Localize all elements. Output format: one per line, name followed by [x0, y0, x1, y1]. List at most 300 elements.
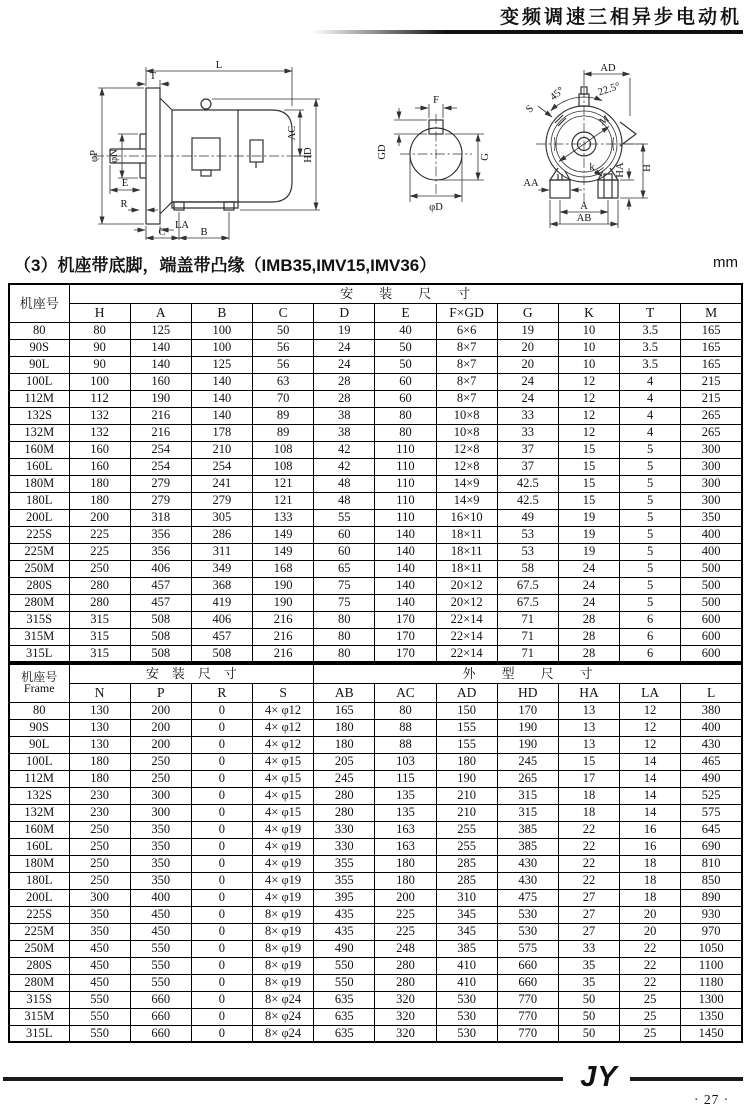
value-cell: 42	[314, 458, 375, 475]
value-cell: 50	[375, 339, 436, 356]
value-cell: 8× φ19	[253, 923, 314, 940]
table-row	[9, 322, 742, 339]
value-cell: 20	[620, 906, 681, 923]
value-cell: 18	[620, 889, 681, 906]
value-cell: 4× φ19	[253, 821, 314, 838]
value-cell: 508	[130, 645, 191, 662]
value-cell: 56	[253, 356, 314, 373]
value-cell: 40	[375, 322, 436, 339]
value-cell: 55	[314, 509, 375, 526]
value-cell: 1350	[681, 1008, 742, 1025]
dim-label-A: A	[580, 201, 588, 212]
value-cell: 300	[681, 441, 742, 458]
table-row	[9, 611, 742, 628]
value-cell: 4× φ12	[253, 702, 314, 719]
value-cell: 37	[497, 458, 558, 475]
value-cell: 349	[191, 560, 252, 577]
value-cell: 180	[69, 770, 130, 787]
table-row	[9, 753, 742, 770]
value-cell: 130	[69, 702, 130, 719]
value-cell: 660	[130, 1025, 191, 1042]
column-header: E	[375, 303, 436, 322]
frame-cell: 225S	[9, 906, 69, 923]
column-header: L	[681, 683, 742, 702]
value-cell: 18×11	[436, 526, 497, 543]
value-cell: 38	[314, 424, 375, 441]
dim-label-L: L	[215, 60, 223, 71]
value-cell: 0	[191, 838, 252, 855]
table-row	[9, 458, 742, 475]
page-number: · 27 ·	[694, 1092, 730, 1107]
value-cell: 163	[375, 838, 436, 855]
frame-cell: 315S	[9, 991, 69, 1008]
value-cell: 285	[436, 872, 497, 889]
table-row	[9, 441, 742, 458]
value-cell: 132	[69, 407, 130, 424]
table-row	[9, 543, 742, 560]
value-cell: 600	[681, 611, 742, 628]
value-cell: 67.5	[497, 594, 558, 611]
column-header: D	[314, 303, 375, 322]
value-cell: 368	[191, 577, 252, 594]
value-cell: 12	[558, 407, 619, 424]
table-row	[9, 736, 742, 753]
table-row	[9, 804, 742, 821]
value-cell: 27	[558, 923, 619, 940]
value-cell: 355	[314, 872, 375, 889]
dim-label-LA: LA	[175, 220, 189, 231]
value-cell: 24	[314, 356, 375, 373]
value-cell: 15	[558, 475, 619, 492]
value-cell: 450	[130, 906, 191, 923]
table-row	[9, 526, 742, 543]
value-cell: 530	[436, 1008, 497, 1025]
column-header: HD	[497, 683, 558, 702]
value-cell: 28	[314, 390, 375, 407]
value-cell: 250	[69, 821, 130, 838]
value-cell: 810	[681, 855, 742, 872]
value-cell: 330	[314, 821, 375, 838]
frame-cell: 132M	[9, 804, 69, 821]
table-row	[9, 702, 742, 719]
dim-label-AC: AC	[287, 125, 298, 141]
value-cell: 18×11	[436, 543, 497, 560]
value-cell: 250	[69, 838, 130, 855]
table-row	[9, 957, 742, 974]
value-cell: 28	[558, 645, 619, 662]
dim-label-T: T	[149, 71, 157, 82]
motor-side-view-drawing	[88, 58, 328, 240]
value-cell: 25	[620, 1025, 681, 1042]
frame-cell: 180M	[9, 475, 69, 492]
value-cell: 457	[130, 594, 191, 611]
frame-cell: 160L	[9, 838, 69, 855]
value-cell: 530	[436, 991, 497, 1008]
value-cell: 1050	[681, 940, 742, 957]
table-row	[9, 475, 742, 492]
value-cell: 345	[436, 923, 497, 940]
value-cell: 254	[130, 441, 191, 458]
value-cell: 60	[314, 526, 375, 543]
frame-cell: 225S	[9, 526, 69, 543]
value-cell: 140	[191, 373, 252, 390]
value-cell: 80	[375, 702, 436, 719]
value-cell: 395	[314, 889, 375, 906]
value-cell: 300	[130, 804, 191, 821]
value-cell: 8× φ24	[253, 1025, 314, 1042]
column-header: M	[681, 303, 742, 322]
value-cell: 770	[497, 1025, 558, 1042]
frame-cell: 225M	[9, 543, 69, 560]
value-cell: 112	[69, 390, 130, 407]
value-cell: 15	[558, 458, 619, 475]
value-cell: 100	[191, 339, 252, 356]
column-header: HA	[558, 683, 619, 702]
value-cell: 135	[375, 787, 436, 804]
value-cell: 53	[497, 543, 558, 560]
value-cell: 5	[620, 458, 681, 475]
value-cell: 28	[558, 628, 619, 645]
value-cell: 265	[497, 770, 558, 787]
table-row	[9, 628, 742, 645]
value-cell: 170	[375, 645, 436, 662]
dim-label-B: B	[200, 227, 208, 238]
value-cell: 178	[191, 424, 252, 441]
value-cell: 110	[375, 441, 436, 458]
value-cell: 550	[69, 991, 130, 1008]
table-row	[9, 889, 742, 906]
value-cell: 20	[497, 339, 558, 356]
value-cell: 8× φ19	[253, 974, 314, 991]
value-cell: 140	[130, 339, 191, 356]
frame-cell: 280M	[9, 974, 69, 991]
value-cell: 320	[375, 1008, 436, 1025]
value-cell: 90	[69, 339, 130, 356]
value-cell: 135	[375, 804, 436, 821]
value-cell: 14	[620, 770, 681, 787]
table-row	[9, 821, 742, 838]
value-cell: 350	[130, 855, 191, 872]
value-cell: 350	[681, 509, 742, 526]
value-cell: 890	[681, 889, 742, 906]
value-cell: 300	[681, 458, 742, 475]
value-cell: 190	[497, 719, 558, 736]
value-cell: 4× φ19	[253, 872, 314, 889]
value-cell: 200	[69, 509, 130, 526]
frame-cell: 100L	[9, 373, 69, 390]
value-cell: 255	[436, 821, 497, 838]
value-cell: 3.5	[620, 356, 681, 373]
table-row	[9, 855, 742, 872]
value-cell: 550	[130, 940, 191, 957]
value-cell: 110	[375, 492, 436, 509]
value-cell: 50	[558, 1008, 619, 1025]
frame-cell: 250M	[9, 940, 69, 957]
value-cell: 241	[191, 475, 252, 492]
value-cell: 225	[375, 906, 436, 923]
value-cell: 180	[314, 736, 375, 753]
frame-cell: 280S	[9, 957, 69, 974]
dim-label-C: C	[158, 227, 166, 238]
value-cell: 200	[130, 736, 191, 753]
value-cell: 149	[253, 526, 314, 543]
value-cell: 279	[130, 475, 191, 492]
value-cell: 250	[69, 872, 130, 889]
value-cell: 165	[314, 702, 375, 719]
value-cell: 190	[253, 577, 314, 594]
value-cell: 6	[620, 611, 681, 628]
table-row	[9, 838, 742, 855]
value-cell: 12×8	[436, 441, 497, 458]
value-cell: 406	[191, 611, 252, 628]
value-cell: 33	[497, 424, 558, 441]
value-cell: 180	[436, 753, 497, 770]
dim-label-phiD: φD	[429, 202, 443, 213]
value-cell: 4× φ15	[253, 804, 314, 821]
value-cell: 12×8	[436, 458, 497, 475]
value-cell: 14	[620, 804, 681, 821]
value-cell: 318	[130, 509, 191, 526]
value-cell: 286	[191, 526, 252, 543]
value-cell: 400	[681, 526, 742, 543]
column-header: F×GD	[436, 303, 497, 322]
value-cell: 0	[191, 787, 252, 804]
value-cell: 50	[558, 991, 619, 1008]
value-cell: 180	[69, 475, 130, 492]
value-cell: 575	[497, 940, 558, 957]
value-cell: 190	[436, 770, 497, 787]
value-cell: 18	[620, 872, 681, 889]
value-cell: 12	[558, 373, 619, 390]
frame-cell: 90S	[9, 719, 69, 736]
value-cell: 1450	[681, 1025, 742, 1042]
value-cell: 635	[314, 1008, 375, 1025]
dim-label-E: E	[121, 178, 129, 189]
value-cell: 530	[436, 1025, 497, 1042]
value-cell: 225	[375, 923, 436, 940]
value-cell: 180	[375, 855, 436, 872]
value-cell: 310	[436, 889, 497, 906]
dim-label-S: S	[524, 103, 537, 116]
value-cell: 160	[69, 458, 130, 475]
value-cell: 16	[620, 821, 681, 838]
front-view-dimensions	[523, 63, 653, 228]
value-cell: 190	[130, 390, 191, 407]
value-cell: 13	[558, 702, 619, 719]
dimension-column-headers	[9, 683, 742, 702]
value-cell: 205	[314, 753, 375, 770]
motor-front-outline	[536, 87, 644, 206]
value-cell: 508	[130, 628, 191, 645]
value-cell: 216	[130, 407, 191, 424]
value-cell: 215	[681, 373, 742, 390]
value-cell: 33	[558, 940, 619, 957]
value-cell: 80	[314, 645, 375, 662]
value-cell: 13	[558, 736, 619, 753]
value-cell: 0	[191, 974, 252, 991]
value-cell: 12	[558, 390, 619, 407]
value-cell: 6	[620, 628, 681, 645]
value-cell: 20	[497, 356, 558, 373]
frame-cell: 90L	[9, 736, 69, 753]
value-cell: 600	[681, 645, 742, 662]
value-cell: 280	[69, 594, 130, 611]
column-header: LA	[620, 683, 681, 702]
value-cell: 12	[620, 719, 681, 736]
value-cell: 850	[681, 872, 742, 889]
frame-cell: 315M	[9, 1008, 69, 1025]
value-cell: 60	[314, 543, 375, 560]
value-cell: 475	[497, 889, 558, 906]
value-cell: 550	[69, 1008, 130, 1025]
value-cell: 10×8	[436, 407, 497, 424]
value-cell: 89	[253, 407, 314, 424]
value-cell: 190	[497, 736, 558, 753]
frame-cell: 315L	[9, 1025, 69, 1042]
value-cell: 14	[620, 787, 681, 804]
value-cell: 8× φ24	[253, 1008, 314, 1025]
value-cell: 75	[314, 577, 375, 594]
value-cell: 300	[69, 889, 130, 906]
value-cell: 350	[130, 821, 191, 838]
value-cell: 225	[69, 543, 130, 560]
value-cell: 67.5	[497, 577, 558, 594]
value-cell: 6×6	[436, 322, 497, 339]
table-row	[9, 594, 742, 611]
value-cell: 320	[375, 991, 436, 1008]
value-cell: 60	[375, 373, 436, 390]
value-cell: 300	[130, 787, 191, 804]
value-cell: 13	[558, 719, 619, 736]
column-header: S	[253, 683, 314, 702]
value-cell: 0	[191, 906, 252, 923]
value-cell: 22×14	[436, 645, 497, 662]
value-cell: 490	[681, 770, 742, 787]
footer-rule-right	[630, 1077, 743, 1081]
value-cell: 575	[681, 804, 742, 821]
value-cell: 133	[253, 509, 314, 526]
frame-header-en: Frame	[23, 681, 55, 696]
value-cell: 5	[620, 492, 681, 509]
shaft-section-outline	[400, 114, 472, 194]
dim-label-HD: HD	[303, 147, 314, 163]
value-cell: 0	[191, 821, 252, 838]
value-cell: 279	[191, 492, 252, 509]
shaft-section-drawing	[372, 94, 507, 216]
value-cell: 22	[620, 974, 681, 991]
value-cell: 350	[130, 872, 191, 889]
value-cell: 660	[130, 1008, 191, 1025]
outline-dimensions-table	[8, 663, 743, 1043]
value-cell: 121	[253, 475, 314, 492]
value-cell: 19	[558, 509, 619, 526]
value-cell: 430	[681, 736, 742, 753]
value-cell: 103	[375, 753, 436, 770]
value-cell: 0	[191, 702, 252, 719]
table-row	[9, 991, 742, 1008]
value-cell: 320	[375, 1025, 436, 1042]
value-cell: 450	[130, 923, 191, 940]
value-cell: 150	[436, 702, 497, 719]
value-cell: 18	[558, 804, 619, 821]
value-cell: 60	[375, 390, 436, 407]
value-cell: 5	[620, 543, 681, 560]
value-cell: 24	[558, 560, 619, 577]
value-cell: 248	[375, 940, 436, 957]
value-cell: 200	[130, 719, 191, 736]
value-cell: 80	[375, 407, 436, 424]
value-cell: 356	[130, 526, 191, 543]
value-cell: 1300	[681, 991, 742, 1008]
value-cell: 4× φ19	[253, 889, 314, 906]
value-cell: 17	[558, 770, 619, 787]
value-cell: 160	[130, 373, 191, 390]
value-cell: 88	[375, 719, 436, 736]
value-cell: 140	[375, 560, 436, 577]
value-cell: 5	[620, 560, 681, 577]
table-row	[9, 492, 742, 509]
installation-dimensions-table	[8, 283, 743, 663]
value-cell: 180	[69, 753, 130, 770]
dim-label-22-5deg: 22.5°	[596, 80, 622, 99]
value-cell: 165	[681, 339, 742, 356]
dim-label-M: M	[597, 113, 612, 129]
table-row	[9, 407, 742, 424]
frame-column-header: 机座号	[9, 284, 69, 322]
dim-label-F: F	[433, 95, 439, 106]
value-cell: 254	[130, 458, 191, 475]
table-row	[9, 923, 742, 940]
value-cell: 10	[558, 322, 619, 339]
value-cell: 110	[375, 458, 436, 475]
dimension-column-headers	[9, 303, 742, 322]
value-cell: 250	[130, 770, 191, 787]
value-cell: 42.5	[497, 475, 558, 492]
page-title: 变频调速三相异步电动机	[499, 7, 742, 28]
column-header: C	[253, 303, 314, 322]
value-cell: 255	[436, 838, 497, 855]
value-cell: 0	[191, 957, 252, 974]
frame-cell: 90L	[9, 356, 69, 373]
value-cell: 180	[69, 492, 130, 509]
value-cell: 254	[191, 458, 252, 475]
dim-label-HA: HA	[615, 162, 626, 178]
column-header: AD	[436, 683, 497, 702]
value-cell: 18	[620, 855, 681, 872]
value-cell: 155	[436, 736, 497, 753]
value-cell: 4× φ15	[253, 770, 314, 787]
value-cell: 600	[681, 628, 742, 645]
value-cell: 170	[497, 702, 558, 719]
value-cell: 305	[191, 509, 252, 526]
value-cell: 406	[130, 560, 191, 577]
value-cell: 300	[681, 492, 742, 509]
value-cell: 35	[558, 957, 619, 974]
value-cell: 8×7	[436, 373, 497, 390]
value-cell: 355	[314, 855, 375, 872]
value-cell: 435	[314, 906, 375, 923]
value-cell: 500	[681, 594, 742, 611]
value-cell: 130	[69, 719, 130, 736]
value-cell: 4	[620, 390, 681, 407]
value-cell: 4× φ19	[253, 855, 314, 872]
value-cell: 457	[191, 628, 252, 645]
value-cell: 3.5	[620, 322, 681, 339]
value-cell: 70	[253, 390, 314, 407]
value-cell: 635	[314, 991, 375, 1008]
value-cell: 465	[681, 753, 742, 770]
value-cell: 280	[375, 974, 436, 991]
